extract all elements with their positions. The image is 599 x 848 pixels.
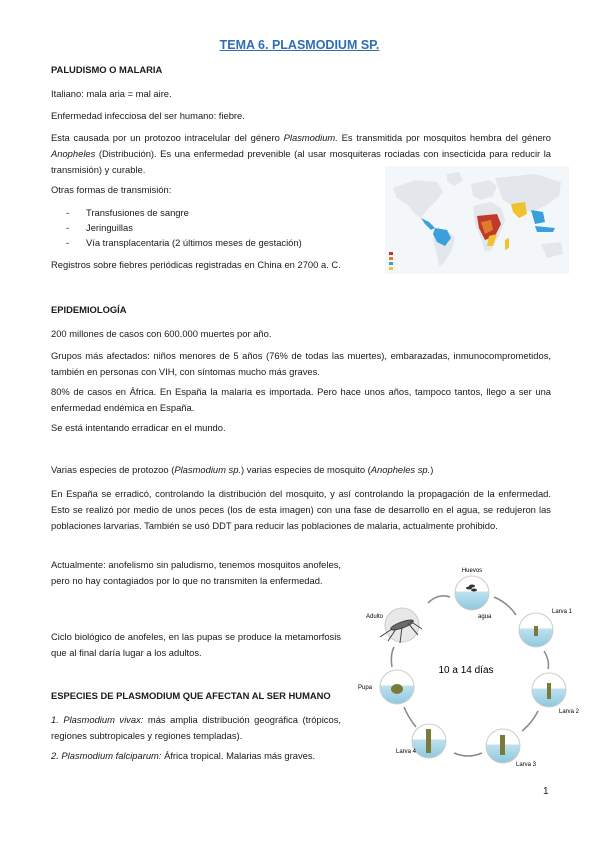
paragraph-otras-formas: Otras formas de transmisión:: [51, 184, 172, 195]
paragraph-erradicar: Se está intentando erradicar en el mundo.: [51, 422, 226, 433]
paragraph-ciclo: Ciclo biológico de anofeles, en las pupas se produce la metamorfosis que al final daría lugar a los adultos.: [51, 631, 341, 658]
paragraph-registros: Registros sobre fiebres periódicas registradas en China en 2700 a. C.: [51, 259, 341, 270]
anopheles-life-cycle-diagram: [356, 563, 580, 773]
label-adulto: Adulto: [366, 614, 384, 620]
section-heading-paludismo: PALUDISMO O MALARIA: [51, 64, 163, 75]
list-item-vivax: 1. Plasmodium vivax: más amplia distribución geográfica (trópicos, regiones subtropicales y regiones templadas).: [51, 714, 342, 741]
label-pupa: Pupa: [358, 685, 373, 691]
paragraph-causada: Esta causada por un protozoo intracelular del género Plasmodium. Es transmitida por mosquitos hembra del género Anopheles (Distribución). Es una enfermedad prevenible (al usar mosquiteras rociadas con insecticida para reducir la transmisión) y curable.: [51, 132, 551, 175]
paragraph-africa: 80% de casos en África. En España la malaria es importada. Pero hace unos años, tampoco tantos, llego a ser una enfermedad endémica en España.: [51, 386, 551, 413]
list-item: - Transfusiones de sangre: [66, 207, 189, 218]
section-heading-epidemiologia: EPIDEMIOLOGÍA: [51, 304, 127, 315]
list-item-falciparum: 2. Plasmodium falciparum: África tropical. Malarias más graves.: [51, 750, 316, 761]
paragraph-enfermedad: Enfermedad infecciosa del ser humano: fiebre.: [51, 110, 245, 121]
list-item: - Jeringuillas: [66, 222, 133, 233]
paragraph-anofelismo: Actualmente: anofelismo sin paludismo, tenemos mosquitos anofeles, pero no hay contagiados por lo que no transmiten la enfermedad.: [51, 559, 341, 586]
label-larva1: Larva 1: [552, 609, 573, 615]
label-huevos: Huevos: [461, 568, 483, 574]
page-title: TEMA 6. PLASMODIUM SP.: [219, 38, 380, 52]
world-malaria-map-image: [385, 166, 569, 274]
paragraph-espana-erradico: En España se erradicó, controlando la distribución del mosquito, y así controlando la propagación de la enfermedad. Esto se realizó por medio de unos peces (los de esta imagen) con una fase de desarrollo en el agua, se redujeron las poblaciones larvarias. También se usó DDT para reducir las poblaciones de malaria, actualmente prohibido.: [51, 488, 551, 531]
paragraph-especies: Varias especies de protozoo (Plasmodium sp.) varias especies de mosquito (Anopheles sp.): [51, 464, 434, 475]
page-number: 1: [543, 786, 549, 797]
label-larva2: Larva 2: [559, 709, 580, 715]
label-larva3: Larva 3: [516, 762, 537, 768]
section-heading-especies: ESPECIES DE PLASMODIUM QUE AFECTAN AL SER HUMANO: [51, 690, 331, 701]
label-duracion: 10 a 14 días: [438, 665, 494, 676]
paragraph-casos: 200 millones de casos con 600.000 muertes por año.: [51, 328, 272, 339]
label-agua: agua: [478, 614, 492, 620]
paragraph-grupos: Grupos más afectados: niños menores de 5 años (76% de todas las muertes), embarazadas, inmunocomprometidos, también en personas con VIH, con síntomas mucho más graves.: [51, 350, 551, 377]
paragraph-italiano: Italiano: mala aria = mal aire.: [51, 88, 172, 99]
label-larva4: Larva 4: [396, 749, 417, 755]
list-item: - Vía transplacentaria (2 últimos meses de gestación): [66, 237, 302, 248]
